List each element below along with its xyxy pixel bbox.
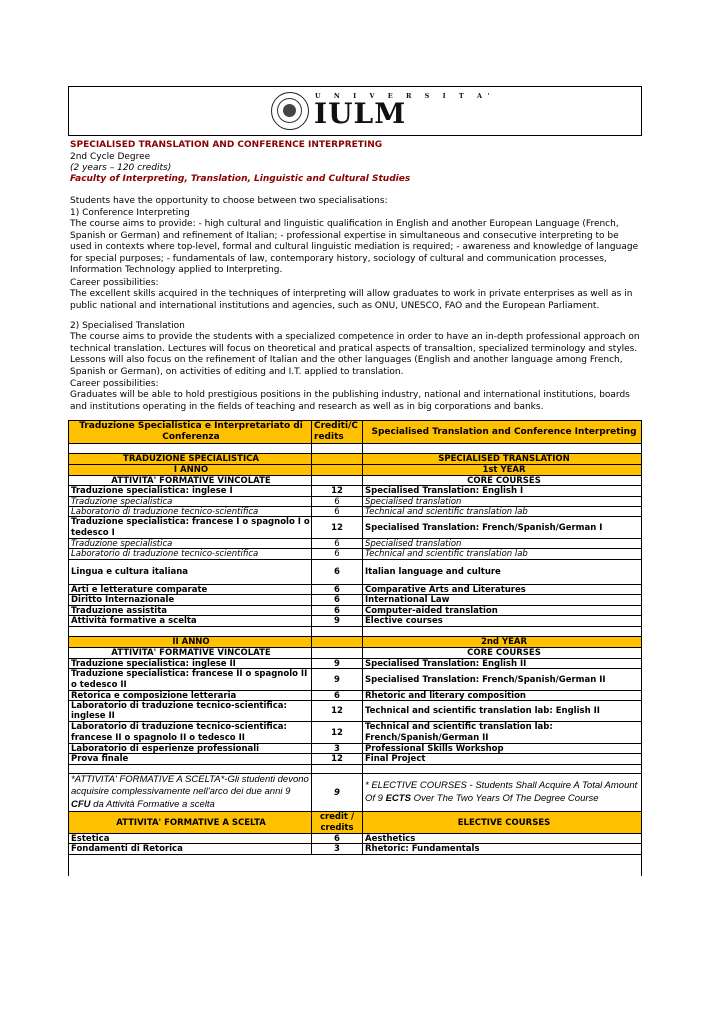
table-row xyxy=(68,844,642,855)
table-row xyxy=(68,549,642,560)
year1-english: 1st YEAR xyxy=(482,465,526,475)
course-credits: 12 xyxy=(312,722,363,743)
course-italian: Traduzione specialistica xyxy=(69,497,312,506)
course-italian: Laboratorio di traduzione tecnico-scientifica: inglese II xyxy=(69,701,312,721)
course-credits: 9 xyxy=(312,669,363,690)
section-row xyxy=(68,454,642,465)
year1-row xyxy=(68,465,642,476)
course-credits: 9 xyxy=(312,616,363,626)
course-italian: Laboratorio di esperienze professionali xyxy=(69,744,312,753)
course-italian: Lingua e cultura italiana xyxy=(69,560,312,584)
core-row-2 xyxy=(68,648,642,659)
degree-duration: (2 years – 120 credits) xyxy=(70,163,172,173)
header-italian: Traduzione Specialistica e Interpretariato di Conferenza xyxy=(69,421,312,443)
elective-note-italian: *ATTIVITA' FORMATIVE A SCELTA*-Gli studenti devono acquisire complessivamente nell'arco dei due anni 9 CFU da Attività Formative a scelta xyxy=(71,774,309,810)
course-english: Rhetoric and literary composition xyxy=(365,691,526,700)
course-english: Specialised Translation: English I xyxy=(365,486,524,496)
course-english: Specialised Translation: English II xyxy=(365,659,527,668)
course-italian: Diritto Internazionale xyxy=(69,595,312,605)
course-credits: 12 xyxy=(312,517,363,538)
elective-header-english: ELECTIVE COURSES xyxy=(457,817,551,828)
course-english: Technical and scientific translation lab xyxy=(365,507,528,516)
spec1-title: 1) Conference Interpreting xyxy=(70,208,190,218)
table-row xyxy=(68,585,642,595)
course-english: Elective courses xyxy=(365,616,443,626)
header-credits: Crediti/C redits xyxy=(312,421,363,443)
table-row xyxy=(68,659,642,669)
table-row xyxy=(68,669,642,691)
table-row xyxy=(68,595,642,606)
course-italian: Retorica e composizione letteraria xyxy=(69,691,312,700)
course-italian: Attività formative a scelta xyxy=(69,616,312,626)
core-english: CORE COURSES xyxy=(467,648,541,658)
section-italian: TRADUZIONE SPECIALISTICA xyxy=(69,454,312,464)
course-credits: 6 xyxy=(312,539,363,548)
table-row xyxy=(68,497,642,507)
course-italian: Traduzione specialistica xyxy=(69,539,312,548)
core-row-1 xyxy=(68,476,642,486)
spacer-row xyxy=(68,444,642,454)
course-italian: Estetica xyxy=(69,834,312,843)
course-english: Aesthetics xyxy=(365,834,416,843)
table-header-row xyxy=(68,420,642,444)
course-italian: Arti e letterature comparate xyxy=(69,585,312,594)
spec1-career: The excellent skills acquired in the techniques of interpreting will allow graduates to work in private enterprises as well as in public national and international institutions and agencies, such as ONU, UNESCO, FAO and the European Parliament. xyxy=(70,289,633,311)
elective-header-credits: credit / credits xyxy=(312,812,363,833)
course-italian: Traduzione specialistica: inglese II xyxy=(69,659,312,668)
course-credits: 3 xyxy=(312,844,363,854)
course-english: Computer-aided translation xyxy=(365,606,498,615)
logo-header-box xyxy=(68,86,642,136)
table-row xyxy=(68,616,642,627)
career-label-2: Career possibilities: xyxy=(70,379,159,389)
course-english: Technical and scientific translation lab: French/Spanish/German II xyxy=(365,722,553,743)
elective-note-row xyxy=(68,774,642,812)
course-italian: Traduzione assistita xyxy=(69,606,312,615)
university-seal-icon xyxy=(271,92,309,130)
spacer-row xyxy=(68,855,642,876)
faculty-name: Faculty of Interpreting, Translation, Linguistic and Cultural Studies xyxy=(70,174,411,184)
programme-title: SPECIALISED TRANSLATION AND CONFERENCE INTERPRETING xyxy=(70,140,383,150)
spec2-title: 2) Specialised Translation xyxy=(70,321,185,331)
course-italian: Traduzione specialistica: francese I o spagnolo I o tedesco I xyxy=(69,517,312,538)
course-italian: Traduzione specialistica: inglese I xyxy=(69,486,312,496)
course-english: Italian language and culture xyxy=(365,567,501,577)
table-row xyxy=(68,722,642,744)
course-credits: 6 xyxy=(312,507,363,516)
elective-note-english: * ELECTIVE COURSES - Students Shall Acquire A Total Amount Of 9 ECTS Over The Two Years Of The Degree Course xyxy=(365,780,638,804)
spec2-description: The course aims to provide the students with a specialized competence in order to have an in-depth professional approach on technical translation. Lectures will focus on theoretical and pratical aspects of transaltion, specialized terminology and styles. Lessons will also focus on the refinement of Italian and the other languages (English and another language among French, Spanish or German), on activities of editing and I.T. applied to translation. xyxy=(70,332,640,377)
year2-row xyxy=(68,637,642,648)
course-credits: 12 xyxy=(312,754,363,764)
elective-header-italian: ATTIVITA' FORMATIVE A SCELTA xyxy=(69,812,312,833)
course-credits: 3 xyxy=(312,744,363,753)
course-italian: Laboratorio di traduzione tecnico-scientifica: francese II o spagnolo II o tedesco II xyxy=(69,722,312,743)
table-row xyxy=(68,691,642,701)
core-italian: ATTIVITA' FORMATIVE VINCOLATE xyxy=(69,648,312,658)
spec1-description: The course aims to provide: - high cultural and linguistic qualification in English and another European Language (French, Spanish or German) and refinement of Italian; - professional expertise in simultaneous and consecutive interpreting to be used in contexts where top-level, formal and cultural linguistic mediation is required; - awareness and knowledge of language for special purposes; - fundamentals of law, contemporary history, sociology of cultural and communication processes, Information Technology applied to Interpreting. xyxy=(70,219,639,276)
course-english: Professional Skills Workshop xyxy=(365,744,504,753)
course-credits: 6 xyxy=(312,691,363,700)
course-english: Specialised translation xyxy=(365,497,462,506)
logo-iulm-text: IULM xyxy=(314,97,407,130)
spacer-row xyxy=(68,627,642,637)
degree-level: 2nd Cycle Degree xyxy=(70,152,151,162)
course-credits: 6 xyxy=(312,560,363,584)
table-row xyxy=(68,517,642,539)
course-english: Technical and scientific translation lab xyxy=(365,549,528,559)
course-credits: 12 xyxy=(312,486,363,496)
course-english: Comparative Arts and Literatures xyxy=(365,585,526,594)
table-row xyxy=(68,744,642,754)
course-italian: Laboratorio di traduzione tecnico-scientifica xyxy=(69,549,312,559)
year1-italian: I ANNO xyxy=(69,465,312,475)
course-credits: 6 xyxy=(312,497,363,506)
course-credits: 12 xyxy=(312,701,363,721)
course-english: Specialised translation xyxy=(365,539,462,548)
intro-text: Students have the opportunity to choose between two specialisations: xyxy=(70,196,388,206)
course-credits: 6 xyxy=(312,606,363,615)
spacer-row xyxy=(68,765,642,774)
course-english: Rhetoric: Fundamentals xyxy=(365,844,480,854)
course-credits: 6 xyxy=(312,585,363,594)
course-italian: Traduzione specialistica: francese II o spagnolo II o tedesco II xyxy=(69,669,312,690)
course-credits: 6 xyxy=(312,834,363,843)
course-english: International Law xyxy=(365,595,450,605)
spec2-career: Graduates will be able to hold prestigious positions in the publishing industry, national and international institutions, boards and institutions operating in the fields of teaching and research as well as in big corporations and banks. xyxy=(70,390,630,412)
table-row xyxy=(68,486,642,497)
course-credits: 9 xyxy=(312,659,363,668)
course-credits: 6 xyxy=(312,549,363,559)
course-italian: Laboratorio di traduzione tecnico-scientifica xyxy=(69,507,312,516)
table-row xyxy=(68,560,642,585)
elective-note-credits: 9 xyxy=(312,774,363,811)
course-credits: 6 xyxy=(312,595,363,605)
year2-english: 2nd YEAR xyxy=(480,637,528,647)
table-row xyxy=(68,507,642,517)
table-row xyxy=(68,701,642,722)
course-italian: Fondamenti di Retorica xyxy=(69,844,312,854)
core-english: CORE COURSES xyxy=(467,476,541,485)
table-row xyxy=(68,834,642,844)
career-label-1: Career possibilities: xyxy=(70,278,159,288)
year2-italian: II ANNO xyxy=(69,637,312,647)
course-english: Specialised Translation: French/Spanish/German II xyxy=(365,674,606,685)
course-italian: Prova finale xyxy=(69,754,312,764)
logo-universita-text: U N I V E R S I T A' xyxy=(315,92,496,100)
course-english: Specialised Translation: French/Spanish/German I xyxy=(365,522,603,533)
section-english: SPECIALISED TRANSLATION xyxy=(438,454,570,464)
table-row xyxy=(68,539,642,549)
course-english: Final Project xyxy=(365,754,426,764)
core-italian: ATTIVITA' FORMATIVE VINCOLATE xyxy=(69,476,312,485)
course-english: Technical and scientific translation lab: English II xyxy=(365,706,600,716)
elective-header-row xyxy=(68,812,642,834)
table-row xyxy=(68,606,642,616)
table-row xyxy=(68,754,642,765)
header-english: Specialised Translation and Conference Interpreting xyxy=(371,426,637,437)
